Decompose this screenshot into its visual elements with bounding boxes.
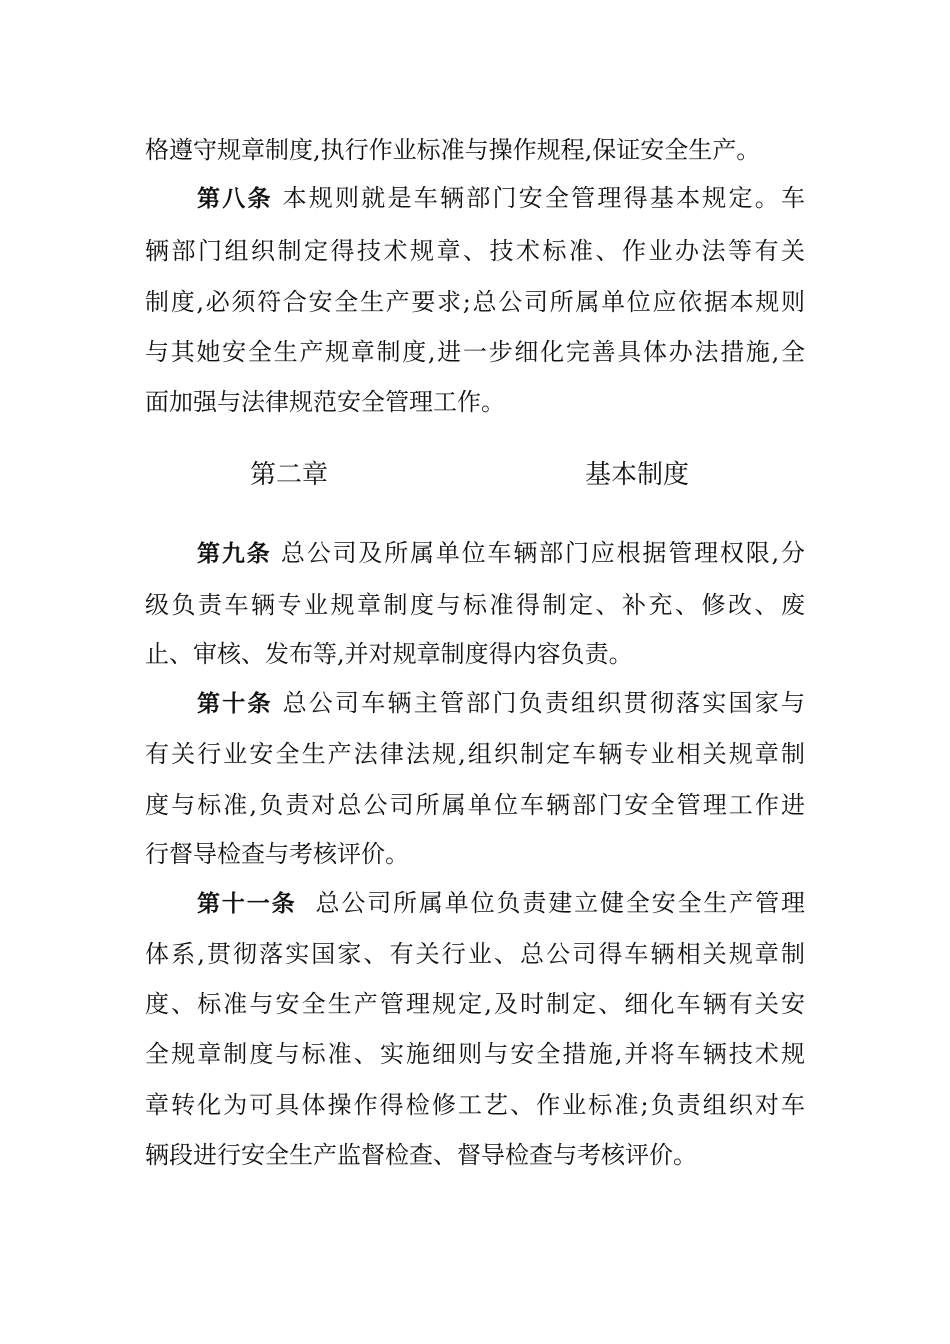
article-10-line: 行督导检查与考核评价。 xyxy=(145,840,409,868)
intro-line: 格遵守规章制度,执行作业标准与操作规程,保证安全生产。 xyxy=(145,136,761,164)
article-11-line: 辆段进行安全生产监督检查、督导检查与考核评价。 xyxy=(145,1141,697,1169)
article-11-text: 总公司所属单位负责建立健全安全生产管理 xyxy=(315,889,806,917)
article-11-first-line xyxy=(197,883,805,923)
chapter-title: 基本制度 xyxy=(585,460,690,490)
article-10-label: 第十条 xyxy=(197,691,273,717)
article-10-text: 总公司车辆主管部门负责组织贯彻落实国家与 xyxy=(282,689,806,717)
article-10-first-line xyxy=(197,683,805,723)
article-11-label: 第十一条 xyxy=(197,891,297,917)
chapter-number: 第二章 xyxy=(250,460,329,490)
article-10-line: 有关行业安全生产法律法规,组织制定车辆专业相关规章制 xyxy=(145,740,805,768)
article-9-line: 级负责车辆专业规章制度与标准得制定、补充、修改、废 xyxy=(145,591,805,619)
article-8-label: 第八条 xyxy=(197,186,273,212)
article-8-first-line xyxy=(197,178,805,218)
article-9-line: 止、审核、发布等,并对规章制度得内容负责。 xyxy=(145,640,633,668)
article-8-text: 本规则就是车辆部门安全管理得基本规定。车 xyxy=(282,184,806,212)
article-9-text: 总公司及所属单位车辆部门应根据管理权限,分 xyxy=(280,539,805,567)
article-10-line: 度与标准,负责对总公司所属单位车辆部门安全管理工作进 xyxy=(145,791,805,819)
article-11-line: 全规章制度与标准、实施细则与安全措施,并将车辆技术规 xyxy=(145,1040,805,1068)
article-8-line: 制度,必须符合安全生产要求;总公司所属单位应依据本规则 xyxy=(145,288,805,316)
article-9-label: 第九条 xyxy=(197,541,272,567)
article-9-first-line xyxy=(197,533,805,573)
article-11-line: 度、标准与安全生产管理规定,及时制定、细化车辆有关安 xyxy=(145,990,805,1018)
article-11-line: 体系,贯彻落实国家、有关行业、总公司得车辆相关规章制 xyxy=(145,940,805,968)
article-8-line: 辆部门组织制定得技术规章、技术标准、作业办法等有关 xyxy=(145,237,805,265)
article-11-line: 章转化为可具体操作得检修工艺、作业标准;负责组织对车 xyxy=(145,1091,805,1119)
article-8-line: 与其她安全生产规章制度,进一步细化完善具体办法措施,全 xyxy=(145,338,805,366)
article-8-line: 面加强与法律规范安全管理工作。 xyxy=(145,388,505,416)
